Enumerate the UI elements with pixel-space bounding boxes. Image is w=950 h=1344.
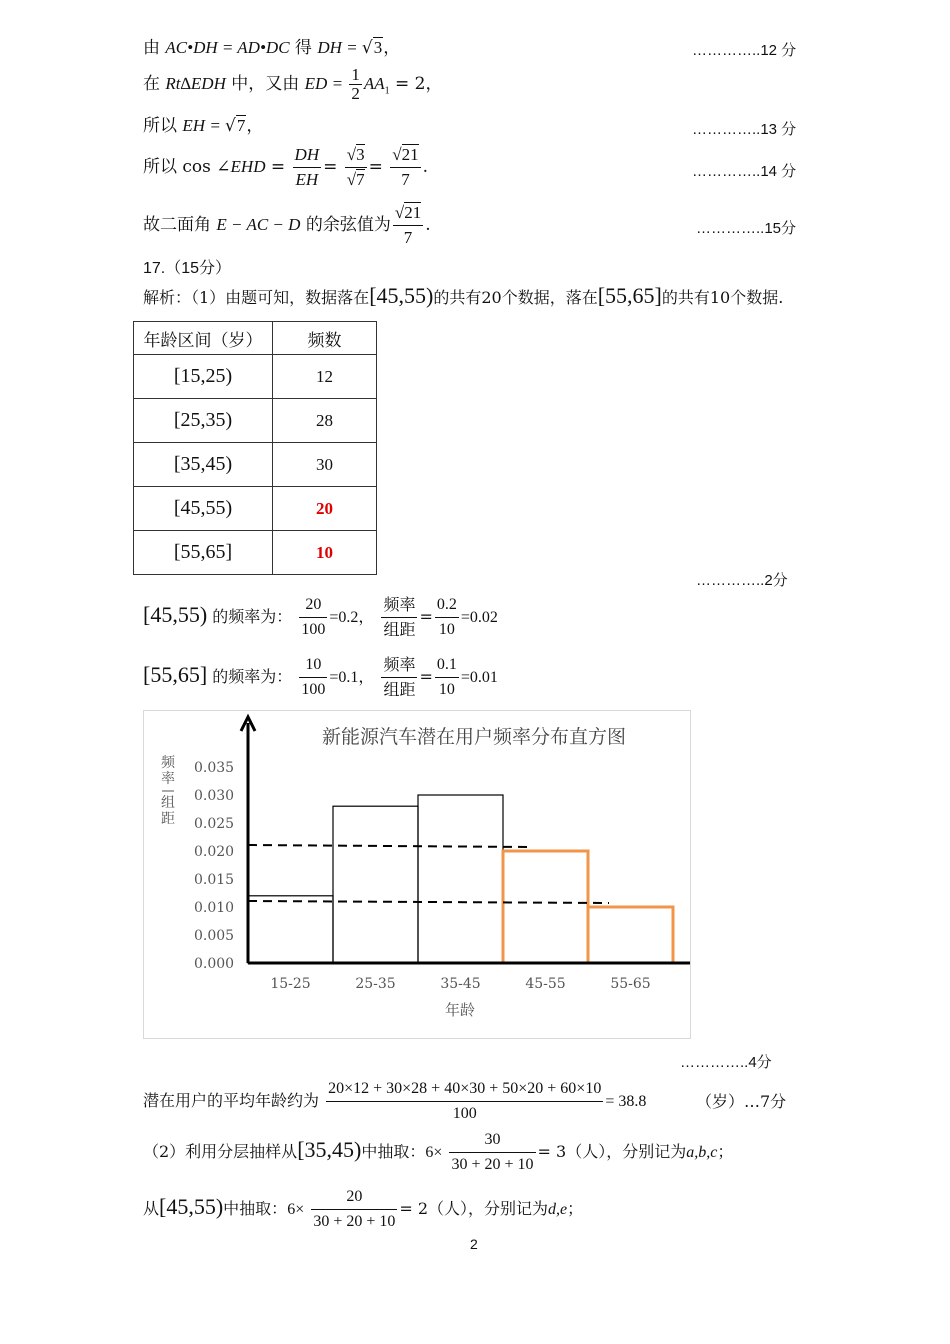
table-row [134,443,377,487]
interval: [55,65] [143,662,208,687]
cell-interval: [55,65] [134,531,273,575]
text: 中抽取： [223,1199,288,1218]
fraction [435,593,459,642]
text: 6× [287,1201,305,1218]
header-interval: 年龄区间（岁） [134,322,273,355]
text: 由 [143,38,166,58]
text: 的频率为： [207,667,293,686]
sqrt: √7 [225,116,246,136]
table-row [134,355,377,399]
dashed-reference-line [248,901,609,903]
text: ， [383,38,401,58]
variables: d,e [548,1201,568,1218]
numerator: 20 [299,593,327,618]
y-tick-label: 0.035 [194,760,235,776]
score-4: …………..4分 [680,1054,772,1071]
denominator: 10 [438,621,455,638]
x-tick-labels [270,976,650,992]
cell-interval: [15,25) [134,355,273,399]
text: 的共有10个数据. [661,288,784,307]
text: 潜在用户的平均年龄约为 [143,1091,320,1110]
page-number: 2 [470,1236,478,1252]
denominator: 组距 [383,680,416,699]
text: 6× [425,1144,443,1161]
line-dh [143,37,400,59]
fraction [299,593,327,642]
table-row [134,531,377,575]
cell-interval: [35,45) [134,443,273,487]
interval: [45,55) [369,283,434,308]
fraction [349,66,362,103]
cell-count: 30 [273,443,377,487]
cell-count: 28 [273,399,377,443]
freq-line-2 [143,653,498,702]
math: AA [363,74,385,93]
y-tick-label: 0.010 [194,900,235,916]
text: （2）利用分层抽样从 [143,1142,298,1161]
denominator: 100 [452,1105,477,1122]
sqrt: √3 [361,38,383,58]
numerator: 频率 [381,653,417,678]
text: ， [246,116,264,136]
line-ed [143,66,442,103]
interval: [55,65] [597,283,662,308]
text: = 2， [389,74,443,94]
text: 解析：（1）由题可知，数据落在 [143,288,370,307]
numerator: 30 [449,1128,535,1153]
text: 从 [143,1199,160,1218]
text: 得 [289,38,318,58]
denominator: EH [295,170,319,189]
denominator: 100 [301,621,326,638]
table-row [134,399,377,443]
numerator: 0.1 [435,653,459,678]
text: = [419,667,433,686]
interval: [35,45) [297,1137,362,1162]
radicand: 7 [236,116,246,135]
score-7: （岁）…7分 [696,1092,787,1111]
radicand: 21 [401,145,419,164]
fraction [299,653,327,702]
header-count: 频数 [273,322,377,355]
fraction-sqrt21-7 [390,143,420,192]
value: =0.1， [329,669,375,686]
score-12: …………..12 分 [692,42,797,59]
y-axis-label [161,755,176,827]
text: 在 [143,74,166,94]
text: 所以 [143,116,183,136]
histogram-bar [418,795,503,963]
y-tick-label: 0.000 [194,956,235,972]
text: 中，又由 [225,74,305,94]
text: 所以 cos [143,157,217,177]
radicand: 3 [373,38,383,57]
numerator: 20×12 + 30×28 + 40×30 + 50×20 + 60×10 [326,1077,603,1102]
text: = [265,157,291,177]
score-15: …………..15分 [696,220,797,237]
y-label-char: 率 [161,771,175,787]
line-cos: 所以 cos ∠EHD = $\frac{DH}{EH}$ = $\frac{√3}{√7}$ = $\frac{√21}{7}$ . [143,143,428,192]
y-tick-label: 0.020 [194,844,235,860]
x-tick-label: 35-45 [440,976,481,992]
y-label-char: 距 [161,811,175,827]
radicand: 7 [356,170,365,189]
fraction [381,593,417,642]
value: =0.01 [460,669,498,686]
text: 的共有20个数据，落在 [433,288,598,307]
math: Rt∆EDH [165,74,226,93]
denominator: 10 [438,681,455,698]
subscript: 1 [384,85,390,97]
denominator: 30 + 20 + 10 [313,1213,396,1230]
numerator: 频率 [381,593,417,618]
y-tick-label: 0.005 [194,928,235,944]
numerator: DH [293,143,322,168]
text: = 3（人），分别记为 [537,1142,687,1161]
sampling-line-1 [143,1128,733,1177]
fraction-dh-eh [293,143,322,192]
numerator: 20 [311,1185,397,1210]
score-14: …………..14 分 [692,163,797,180]
histogram-svg [144,711,690,1038]
x-tick-label: 25-35 [355,976,396,992]
denominator: 7 [401,170,410,189]
text: = 2（人），分别记为 [399,1199,549,1218]
analysis-line [143,285,783,309]
numerator: √3 [345,143,367,168]
y-tick-labels [194,760,234,972]
text: . [425,215,431,235]
axes [241,717,690,970]
text: 的余弦值为 [300,215,391,235]
math: AC•DH = AD•DC [165,38,290,57]
freq-line-1 [143,593,498,642]
interval: [45,55) [143,602,208,627]
denominator: 100 [301,681,326,698]
chart-title: 新能源汽车潜在用户频率分布直方图 [321,726,627,748]
cell-count-highlight: 20 [273,487,377,531]
numerator: √21 [393,201,423,226]
fraction [449,1128,535,1177]
question-17-heading: 17.（15分） [143,260,232,277]
table-row [134,487,377,531]
histogram-bar [248,896,333,963]
interval: [45,55) [159,1194,224,1219]
x-tick-label: 55-65 [610,976,651,992]
denominator: 2 [351,84,360,103]
histogram-bar [333,806,418,963]
text: 的频率为： [207,607,293,626]
math: E − AC − D [216,215,301,234]
text: 中抽取： [361,1142,426,1161]
numerator: 0.2 [435,593,459,618]
fraction [381,653,417,702]
text: = [419,607,433,626]
fraction-mean [326,1077,603,1126]
bars [248,795,673,963]
cell-interval: [45,55) [134,487,273,531]
numerator: 10 [299,653,327,678]
math: DH = [317,38,362,57]
score-13: …………..13 分 [692,121,797,138]
numerator: 1 [351,65,360,84]
math: EH = [182,116,226,135]
frequency-table [133,321,377,575]
y-label-char: 组 [161,795,175,811]
score-2: …………..2分 [696,572,788,589]
histogram-bar [588,907,673,963]
denominator: 组距 [383,620,416,639]
value: =0.2， [329,609,375,626]
denominator: √7 [346,170,365,189]
line-cosine-value [143,201,431,250]
cell-count: 12 [273,355,377,399]
histogram-chart [143,710,691,1039]
dashed-lines [248,845,609,903]
denominator: 7 [403,228,413,247]
text: 故二面角 [143,215,217,235]
radicand: 3 [356,145,365,164]
variables: a,b,c [686,1144,718,1161]
cell-count-highlight: 10 [273,531,377,575]
denominator: 30 + 20 + 10 [451,1156,534,1173]
dashed-reference-line [248,845,529,847]
x-tick-label: 15-25 [270,976,311,992]
fraction [393,201,423,250]
math: ED = [304,74,348,93]
line-eh [143,115,263,137]
x-axis-label: 年龄 [444,1001,476,1019]
text: ； [717,1142,734,1161]
numerator: √21 [390,143,420,168]
sampling-line-2 [143,1185,583,1234]
table-header-row [134,322,377,355]
fraction [311,1185,397,1234]
y-label-char: 频 [161,755,175,771]
math: ∠EHD [216,157,266,176]
y-tick-label: 0.015 [194,872,235,888]
y-tick-label: 0.025 [194,816,235,832]
value: =0.02 [460,609,498,626]
text: ； [567,1199,584,1218]
mean-age-line [143,1077,646,1126]
cell-interval: [25,35) [134,399,273,443]
text: . [422,157,429,177]
y-tick-label: 0.030 [194,788,235,804]
histogram-bar [503,851,588,963]
fraction-sqrt3-sqrt7 [345,143,367,192]
x-tick-label: 45-55 [525,976,566,992]
fraction [435,653,459,702]
value: = 38.8 [605,1093,647,1110]
radicand: 21 [404,203,422,222]
